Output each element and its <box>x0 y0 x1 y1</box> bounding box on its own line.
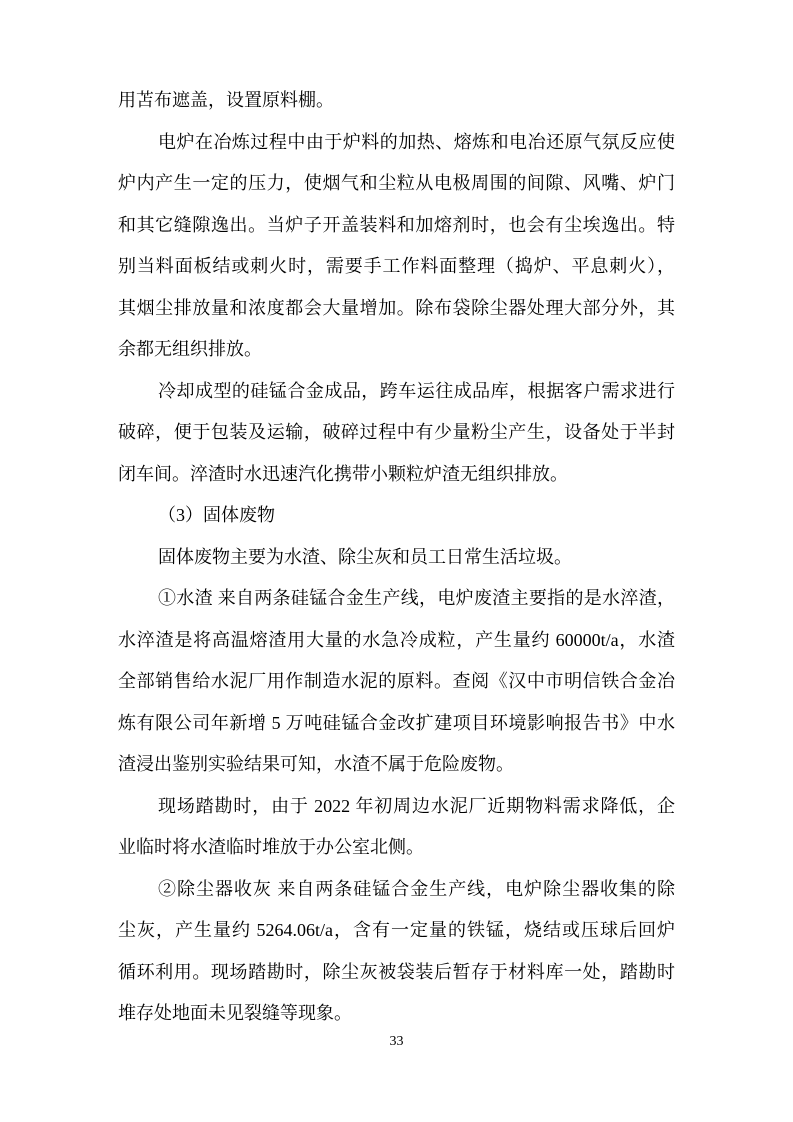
text-line: 和其它缝隙逸出。当炉子开盖装料和加熔剂时，也会有尘埃逸出。特 <box>118 214 675 235</box>
text-line: ②除尘器收灰 来自两条硅锰合金生产线，电炉除尘器收集的除 <box>158 878 675 899</box>
text-line: 循环利用。现场踏勘时，除尘灰被袋装后暂存于材料库一处，踏勘时 <box>118 961 675 982</box>
text-line: 炼有限公司年新增 5 万吨硅锰合金改扩建项目环境影响报告书》中水 <box>118 712 675 733</box>
text-line: 余都无组织排放。 <box>118 339 262 359</box>
text-line: ①水渣 来自两条硅锰合金生产线，电炉废渣主要指的是水淬渣， <box>158 588 675 608</box>
page-number: 33 <box>389 1034 404 1049</box>
text-line: 别当料面板结或刺火时，需要手工作料面整理（捣炉、平息刺火）， <box>118 256 675 276</box>
text-line: 渣浸出鉴别实验结果可知，水渣不属于危险废物。 <box>118 754 514 774</box>
document-body <box>118 80 675 1035</box>
text-line: 现场踏勘时，由于 2022 年初周边水泥厂近期物料需求降低，企 <box>158 795 675 816</box>
text-line: 全部销售给水泥厂用作制造水泥的原料。查阅《汉中市明信铁合金冶 <box>118 671 675 691</box>
paragraph <box>118 786 675 869</box>
text-line: 业临时将水渣临时堆放于办公室北侧。 <box>118 837 424 857</box>
text-line: 堆存处地面未见裂缝等现象。 <box>118 1003 352 1023</box>
text-line: 水淬渣是将高温熔渣用大量的水急冷成粒，产生量约 60000t/a，水渣 <box>118 629 675 650</box>
text-line: 固体废物主要为水渣、除尘灰和员工日常生活垃圾。 <box>158 546 572 567</box>
text-line: 用苫布遮盖，设置原料棚。 <box>118 90 334 110</box>
paragraph <box>118 537 675 579</box>
paragraph-heading <box>118 495 675 537</box>
paragraph <box>118 80 675 122</box>
text-line: 尘灰，产生量约 5264.06t/a，含有一定量的铁锰，烧结或压球后回炉 <box>118 920 675 940</box>
text-line: 其烟尘排放量和浓度都会大量增加。除布袋除尘器处理大部分外，其 <box>118 297 675 318</box>
text-line: 破碎，便于包装及运输，破碎过程中有少量粉尘产生，设备处于半封 <box>118 422 675 442</box>
paragraph <box>118 122 675 371</box>
text-line: （3）固体废物 <box>158 505 275 525</box>
text-line: 闭车间。淬渣时水迅速汽化携带小颗粒炉渣无组织排放。 <box>118 463 568 484</box>
paragraph <box>118 869 675 1035</box>
paragraph <box>118 578 675 786</box>
text-line: 炉内产生一定的压力，使烟气和尘粒从电极周围的间隙、风嘴、炉门 <box>118 173 675 193</box>
text-line: 电炉在冶炼过程中由于炉料的加热、熔炼和电冶还原气氛反应使 <box>158 131 675 152</box>
text-line: 冷却成型的硅锰合金成品，跨车运往成品库，根据客户需求进行 <box>158 380 675 401</box>
paragraph <box>118 371 675 496</box>
